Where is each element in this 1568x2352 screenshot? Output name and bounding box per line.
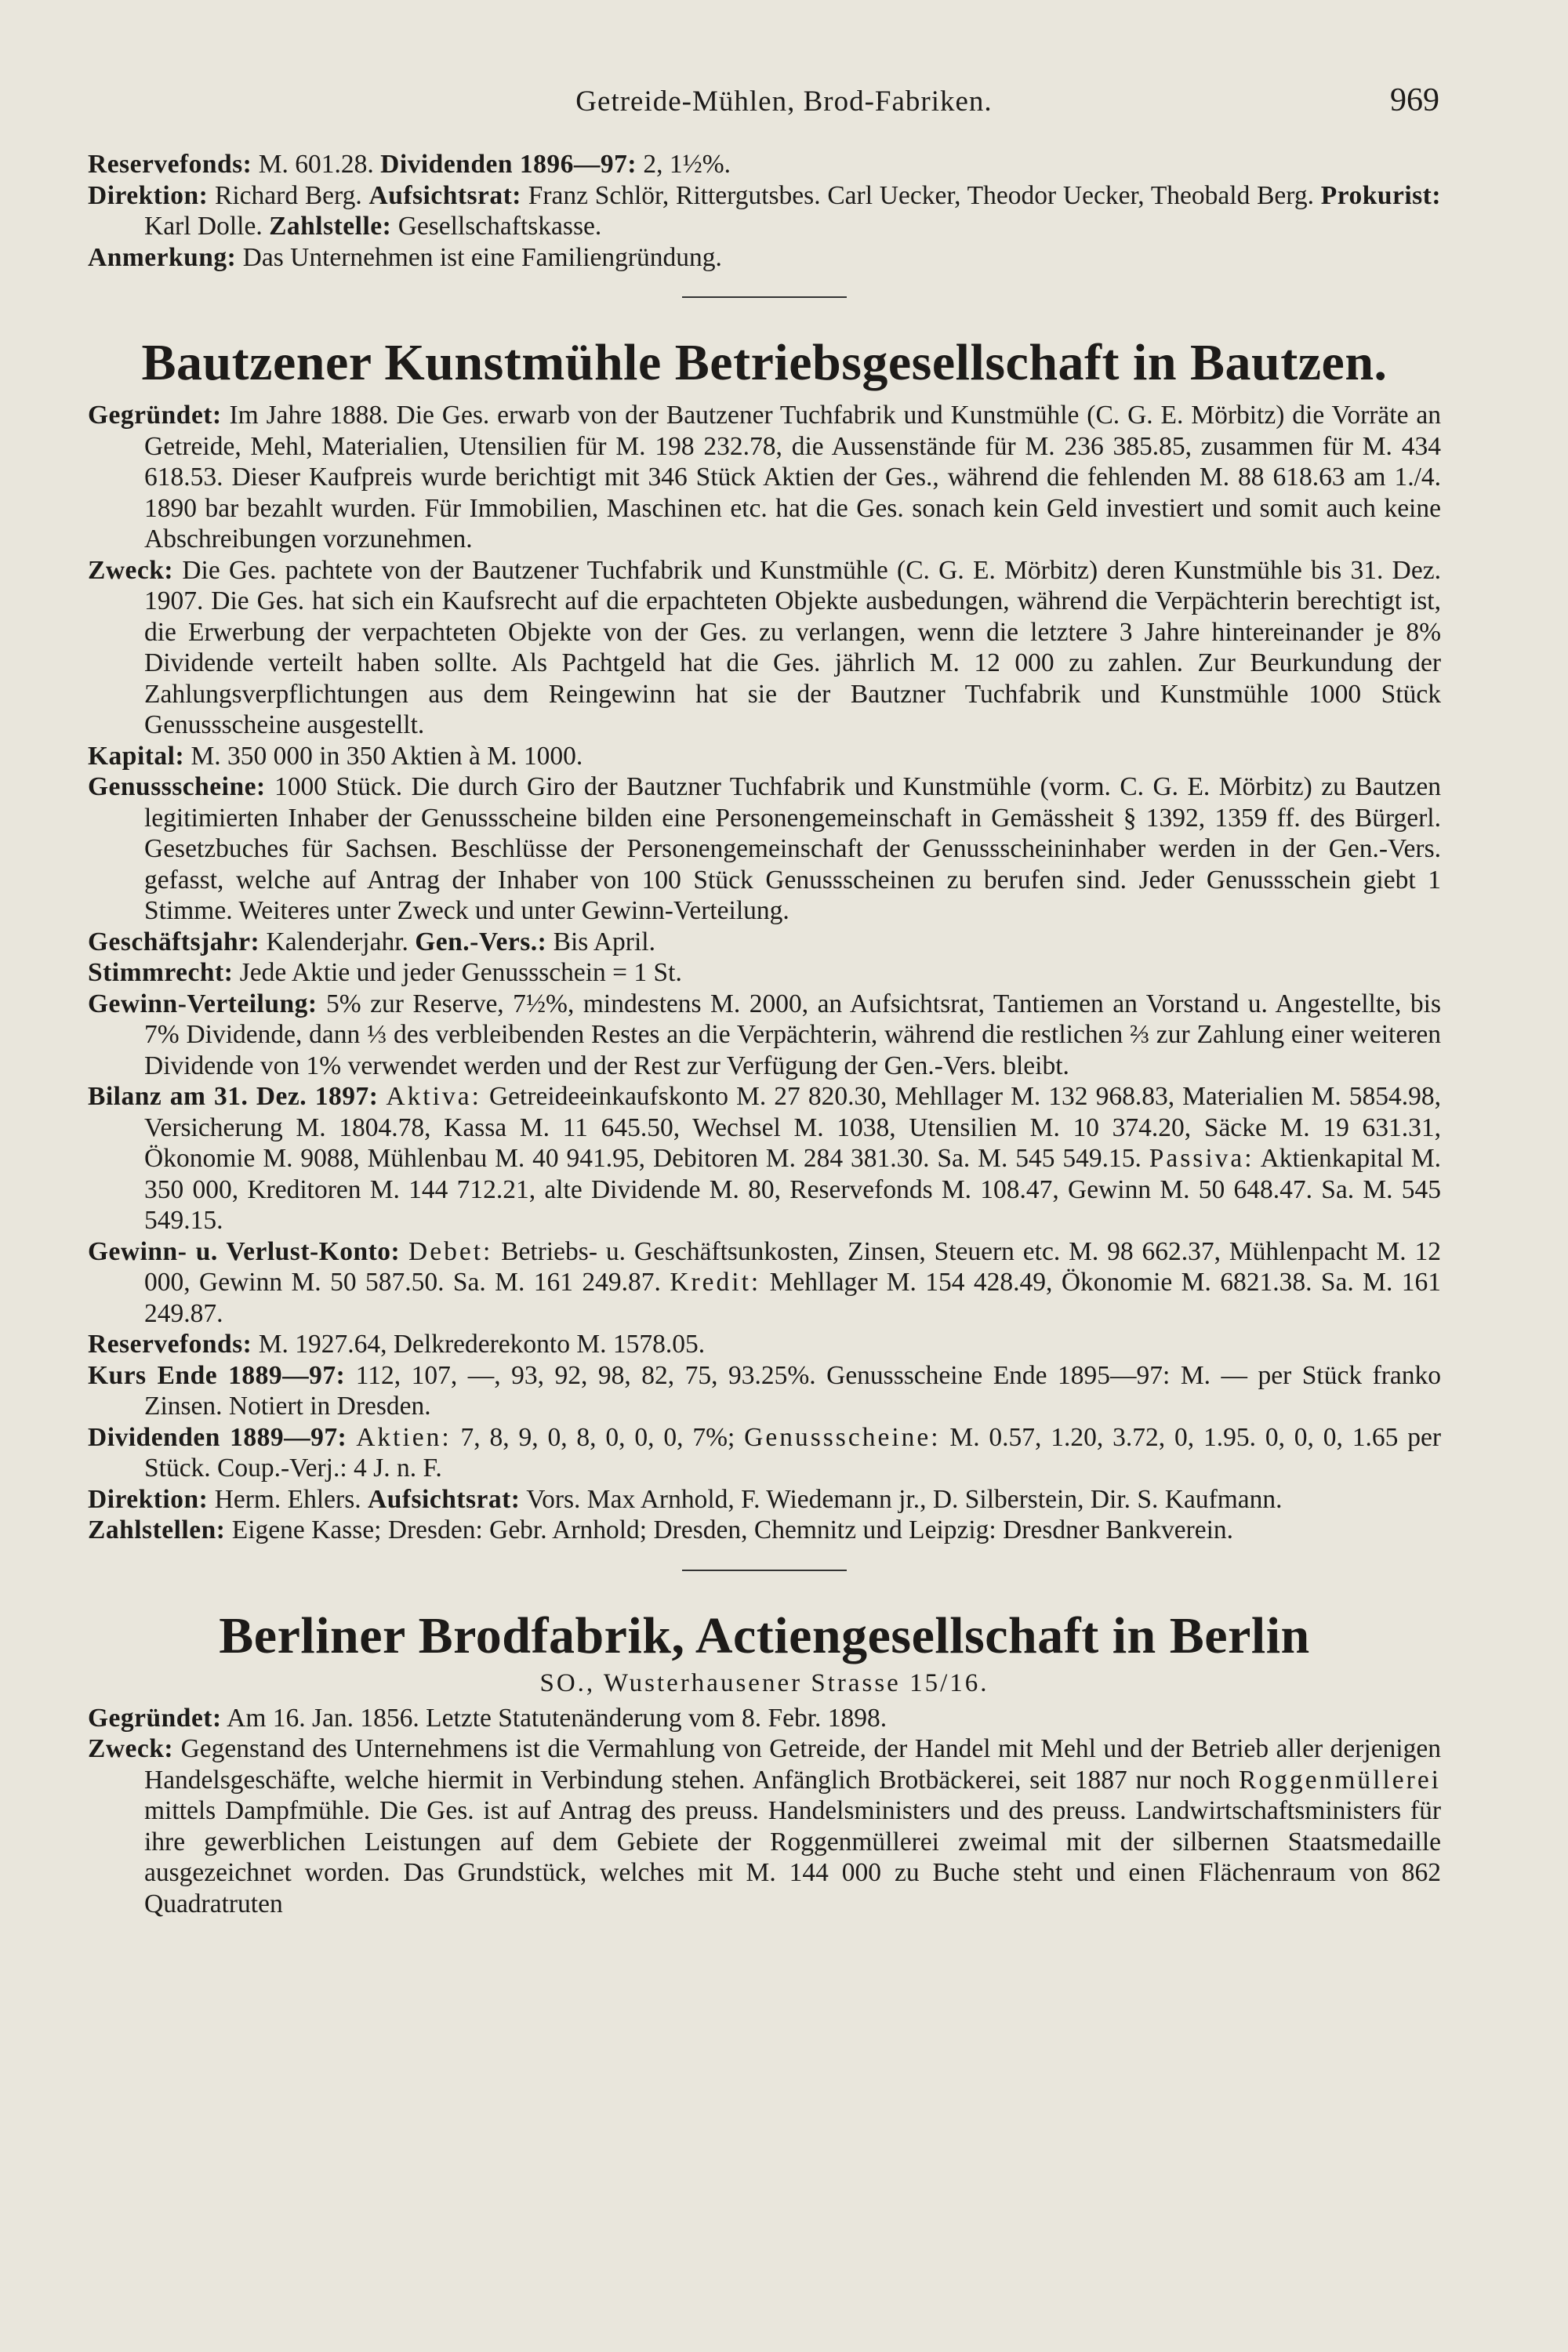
- label-bilanz: Bilanz am 31. Dez. 1897:: [88, 1082, 379, 1111]
- label-kapital: Kapital:: [88, 741, 185, 771]
- c1-direktion: [88, 1484, 1441, 1515]
- label-reservefonds: Reservefonds:: [88, 150, 252, 179]
- label-gen-vers: Gen.-Vers.:: [415, 927, 547, 956]
- text-gegruendet: Am 16. Jan. 1856. Letzte Statutenänderung vom 8. Febr. 1898.: [221, 1703, 887, 1733]
- text-direktion: Herm. Ehlers.: [208, 1484, 368, 1514]
- c1-guv: [88, 1236, 1441, 1330]
- text-reservefonds: M. 1927.64, Delkrederekonto M. 1578.05.: [252, 1330, 706, 1359]
- text-prokurist: Karl Dolle.: [144, 212, 270, 241]
- c2-zweck: [88, 1733, 1441, 1919]
- text-aufsichtsrat: Vors. Max Arnhold, F. Wiedemann jr., D. Silberstein, Dir. S. Kaufmann.: [520, 1484, 1283, 1514]
- page-body: [88, 149, 1441, 1919]
- label-stimmrecht: Stimmrecht:: [88, 958, 234, 987]
- c1-geschaeftsjahr: [88, 927, 1441, 958]
- label-kurs: Kurs Ende 1889—97:: [88, 1360, 346, 1390]
- label-gegruendet: Gegründet:: [88, 1703, 222, 1733]
- text-stimmrecht: Jede Aktie und jeder Genussschein = 1 St.: [233, 958, 682, 987]
- label-dividenden: Dividenden 1889—97:: [88, 1422, 347, 1452]
- c1-gewinn-verteilung: [88, 989, 1441, 1082]
- text-dividenden: 2, 1½%.: [636, 150, 731, 179]
- page-number: 969: [1390, 82, 1439, 118]
- label-zweck: Zweck:: [88, 555, 174, 585]
- text-genussscheine: 1000 Stück. Die durch Giro der Bautzner Tuchfabrik und Kunstmühle (vorm. C. G. E. Mörbitz) zu Bautzen legitimierten Inhaber der Genussscheine bilden eine Personengemeinschaft in Gemässheit § 1392, 1359 ff. des Bürgerl. Gesetzbuches für Sachsen. Beschlüsse der Personengemeinschaft der Genussscheininhaber werden in der Gen.-Vers. gefasst, welche auf Antrag der Inhaber von 100 Stück Genussscheinen zu berufen sind. Jeder Genussschein giebt 1 Stimme. Weiteres unter Zweck und unter Gewinn-Verteilung.: [144, 772, 1441, 925]
- text-kurs: 112, 107, —, 93, 92, 98, 82, 75, 93.25%. Genussscheine Ende 1895—97: M. — per Stück franko Zinsen. Notiert in Dresden.: [144, 1360, 1442, 1421]
- c1-zweck: [88, 555, 1441, 741]
- label-anmerkung: Anmerkung:: [88, 242, 237, 272]
- label-prokurist: Prokurist:: [1320, 180, 1441, 210]
- c1-gegruendet: [88, 400, 1441, 555]
- text-zahlstellen: Eigene Kasse; Dresden: Gebr. Arnhold; Dresden, Chemnitz und Leipzig: Dresdner Bankverein.: [225, 1515, 1234, 1544]
- c1-bilanz: [88, 1081, 1441, 1236]
- text-reservefonds: M. 601.28.: [252, 150, 381, 179]
- prev-reservefonds-line: [88, 149, 1441, 180]
- c1-reservefonds: [88, 1329, 1441, 1360]
- label-direktion: Direktion:: [88, 180, 209, 210]
- label-genussscheine-div: Genussscheine:: [744, 1422, 941, 1452]
- label-gegruendet: Gegründet:: [88, 401, 222, 430]
- section-divider: [682, 1570, 847, 1571]
- company-title-bautzen: Bautzener Kunstmühle Betriebsgesellschaft in Bautzen.: [141, 334, 1388, 391]
- label-aktien: Aktien:: [356, 1422, 452, 1452]
- text-aufsichtsrat: Franz Schlör, Rittergutsbes. Carl Uecker, Theodor Uecker, Theobald Berg.: [521, 180, 1321, 210]
- text-zweck-spaced: Roggenmüllerei: [1239, 1765, 1441, 1795]
- section-divider: [682, 296, 847, 298]
- running-header: Getreide-Mühlen, Brod-Fabriken.: [575, 85, 993, 118]
- label-debet: Debet:: [408, 1236, 493, 1266]
- label-aufsichtsrat: Aufsichtsrat:: [368, 180, 521, 210]
- company-title-berlin: Berliner Brodfabrik, Actiengesellschaft in Berlin: [219, 1606, 1310, 1664]
- text-zweck: Die Ges. pachtete von der Bautzener Tuchfabrik und Kunstmühle (C. G. E. Mörbitz) deren Kunstmühle bis 31. Dez. 1907. Die Ges. hat sich ein Kaufsrecht auf die erpachteten Objekte ausbedungen, während die Verpächterin berechtigt ist, die Erwerbung der verpachteten Objekte von der Ges. zu verlangen, wenn die letztere 3 Jahre hintereinander je 8% Dividende verteilt haben sollte. Als Pachtgeld hat die Ges. jährlich M. 12 000 zu zahlen. Zur Beurkundung der Zahlungsverpflichtungen aus dem Reingewinn hat sie der Bautzner Tuchfabrik und Kunstmühle 1000 Stück Genussscheine ausgestellt.: [144, 555, 1441, 739]
- label-aufsichtsrat: Aufsichtsrat:: [368, 1484, 521, 1514]
- label-passiva: Passiva:: [1149, 1144, 1254, 1173]
- text-gegruendet: Im Jahre 1888. Die Ges. erwarb von der Bautzener Tuchfabrik und Kunstmühle (C. G. E. Mörbitz) die Vorräte an Getreide, Mehl, Materialien, Utensilien für M. 198 232.78, die Aussenstände für M. 236 385.85, zusammen für M. 434 618.53. Dieser Kaufpreis wurde berichtigt mit 346 Stück Aktien der Ges., während die fehlenden M. 88 618.63 am 1./4. 1890 bar bezahlt wurden. Für Immobilien, Maschinen etc. hat die Ges. sonach kein Geld investiert und somit auch keine Abschreibungen vorzunehmen.: [144, 401, 1441, 554]
- text-debet: Betriebs- u. Geschäftsunkosten, Zinsen, Steuern etc. M. 98 662.37, Mühlenpacht M. 12 000, Gewinn M. 50 587.50. Sa. M. 161 249.87.: [144, 1236, 1442, 1297]
- label-dividenden: Dividenden 1896—97:: [380, 150, 637, 179]
- text-aktien: 7, 8, 9, 0, 8, 0, 0, 0, 7%;: [451, 1422, 745, 1452]
- company-address: SO., Wusterhausener Strasse 15/16.: [539, 1668, 989, 1697]
- c1-kapital: [88, 741, 1441, 772]
- text-kredit: Mehllager M. 154 428.49, Ökonomie M. 6821.38. Sa. M. 161 249.87.: [144, 1268, 1442, 1328]
- prev-anmerkung-line: [88, 242, 1441, 274]
- label-geschaeftsjahr: Geschäftsjahr:: [88, 927, 260, 956]
- text-geschaeftsjahr: Kalenderjahr.: [260, 927, 416, 956]
- label-zweck: Zweck:: [88, 1734, 174, 1763]
- text-zweck-b: mittels Dampfmühle. Die Ges. ist auf Antrag des preuss. Handelsministers und des preuss. Landwirtschaftsministers für ihre gewerblichen Leistungen auf dem Gebiete der Roggenmüllerei zweimal mit der silbernen Staatsmedaille ausgezeichnet worden. Das Grundstück, welches mit M. 144 000 zu Buche steht und einen Flächenraum von 862 Quadratruten: [144, 1796, 1441, 1918]
- prev-direktion-line: [88, 180, 1441, 242]
- text-zahlstelle: Gesellschaftskasse.: [391, 212, 602, 241]
- text-kapital: M. 350 000 in 350 Aktien à M. 1000.: [184, 741, 583, 771]
- text-aktiva: Getreideeinkaufskonto M. 27 820.30, Mehllager M. 132 968.83, Materialien M. 5854.98, Versicherung M. 1804.78, Kassa M. 11 645.50, Wechsel M. 1038, Utensilien M. 10 374.20, Säcke M. 19 631.31, Ökonomie M. 9088, Mühlenbau M. 40 941.95, Debitoren M. 284 381.30. Sa. M. 545 549.15.: [144, 1082, 1442, 1173]
- label-gewinn-verteilung: Gewinn-Verteilung:: [88, 989, 318, 1018]
- text-direktion: Richard Berg.: [208, 180, 369, 210]
- label-aktiva: Aktiva:: [386, 1082, 481, 1111]
- c1-genussscheine: [88, 771, 1441, 927]
- text-anmerkung: Das Unternehmen ist eine Familiengründung.: [236, 242, 722, 272]
- text-passiva: Aktienkapital M. 350 000, Kreditoren M. 144 712.21, alte Dividende M. 80, Reservefonds M. 108.47, Gewinn M. 50 648.47. Sa. M. 545 549.15.: [144, 1144, 1441, 1235]
- c1-dividenden: [88, 1422, 1441, 1484]
- c1-kurs: [88, 1360, 1441, 1422]
- c2-gegruendet: [88, 1703, 1441, 1734]
- label-direktion: Direktion:: [88, 1484, 209, 1514]
- label-zahlstellen: Zahlstellen:: [88, 1515, 226, 1544]
- c1-zahlstellen: [88, 1515, 1441, 1546]
- text-gewinn-verteilung: 5% zur Reserve, 7½%, mindestens M. 2000, an Aufsichtsrat, Tantiemen an Vorstand u. Angestellte, bis 7% Dividende, dann ⅓ des verbleibenden Restes an die Verpächterin, während die restlichen ⅔ zur Zahlung einer weiteren Dividende von 1% verwendet werden und der Rest zur Verfügung der Gen.-Vers. bleibt.: [144, 989, 1441, 1080]
- text-gen-vers: Bis April.: [546, 927, 655, 956]
- label-zahlstelle: Zahlstelle:: [269, 212, 392, 241]
- label-genussscheine: Genussscheine:: [88, 772, 266, 801]
- text-genussscheine-div: M. 0.57, 1.20, 3.72, 0, 1.95. 0, 0, 0, 1.65 per Stück. Coup.-Verj.: 4 J. n. F.: [144, 1422, 1441, 1483]
- c1-stimmrecht: [88, 957, 1441, 989]
- label-guv: Gewinn- u. Verlust-Konto:: [88, 1236, 401, 1266]
- text-zweck-a: Gegenstand des Unternehmens ist die Vermahlung von Getreide, der Handel mit Mehl und der Betrieb aller derjenigen Handelsgeschäfte, welche hiermit in Verbindung stehen. Anfänglich Brotbäckerei, seit 1887 nur noch: [144, 1734, 1441, 1795]
- label-reservefonds: Reservefonds:: [88, 1330, 252, 1359]
- label-kredit: Kredit:: [670, 1268, 761, 1297]
